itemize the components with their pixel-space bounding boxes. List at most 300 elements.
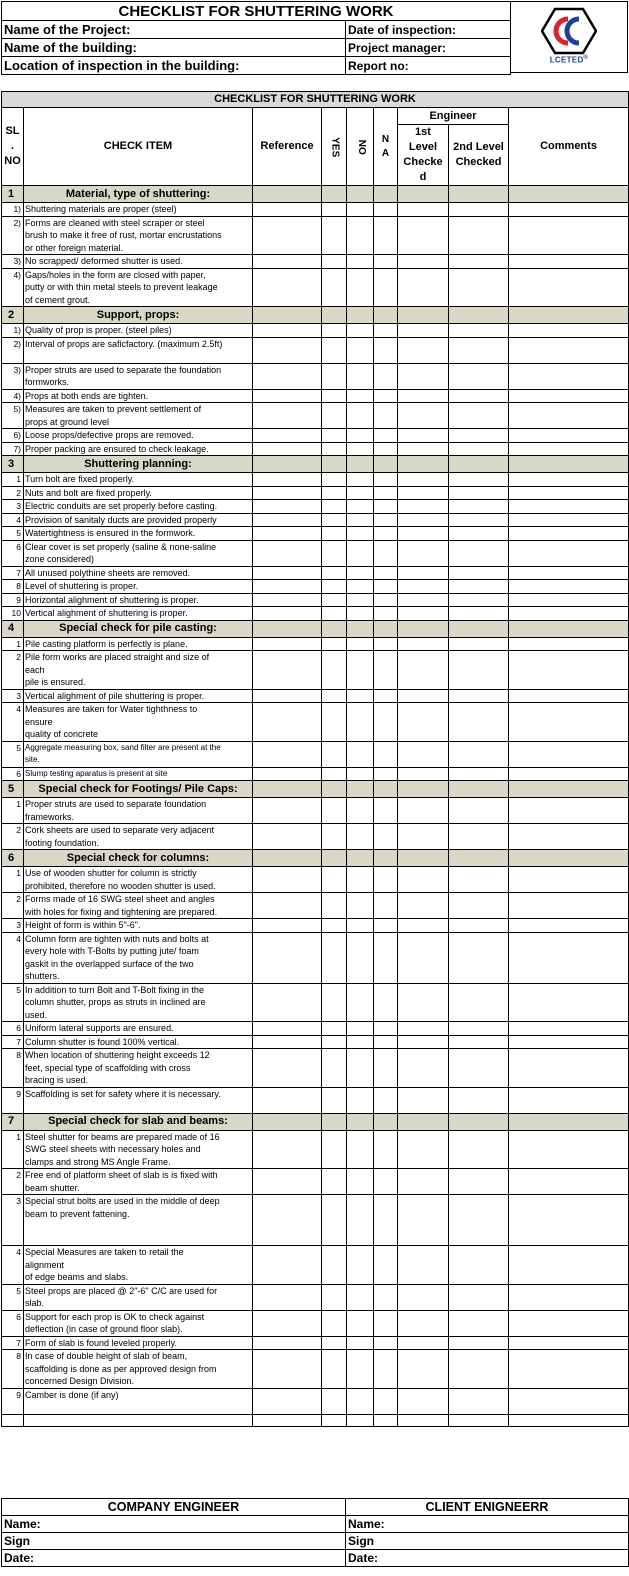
comments-cell[interactable] [509,1130,629,1169]
no-cell[interactable] [347,651,374,690]
na-cell[interactable] [374,500,398,514]
second-level-cell[interactable] [449,473,509,487]
no-cell[interactable] [347,442,374,456]
first-level-cell[interactable] [398,893,449,919]
yes-cell[interactable] [322,442,347,456]
second-level-cell[interactable] [449,1087,509,1113]
yes-cell[interactable] [322,363,347,389]
comments-cell[interactable] [509,1195,629,1246]
no-cell[interactable] [347,593,374,607]
inspection-location-field[interactable]: Location of inspection in the building: [2,57,346,75]
yes-cell[interactable] [322,893,347,919]
comments-cell[interactable] [509,1049,629,1088]
first-level-cell[interactable] [398,442,449,456]
no-cell[interactable] [347,1246,374,1285]
yes-cell[interactable] [322,703,347,742]
reference-cell[interactable] [253,324,322,338]
no-cell[interactable] [347,473,374,487]
comments-cell[interactable] [509,540,629,566]
na-cell[interactable] [374,1284,398,1310]
second-level-cell[interactable] [449,824,509,850]
comments-cell[interactable] [509,689,629,703]
comments-cell[interactable] [509,1336,629,1350]
no-cell[interactable] [347,324,374,338]
client-engineer-date-field[interactable]: Date: [346,1550,629,1567]
comments-cell[interactable] [509,1169,629,1195]
first-level-cell[interactable] [398,566,449,580]
yes-cell[interactable] [322,337,347,363]
second-level-cell[interactable] [449,593,509,607]
comments-cell[interactable] [509,798,629,824]
na-cell[interactable] [374,1049,398,1088]
yes-cell[interactable] [322,324,347,338]
no-cell[interactable] [347,1284,374,1310]
no-cell[interactable] [347,741,374,767]
first-level-cell[interactable] [398,527,449,541]
comments-cell[interactable] [509,513,629,527]
comments-cell[interactable] [509,867,629,893]
reference-cell[interactable] [253,607,322,621]
reference-cell[interactable] [253,767,322,781]
na-cell[interactable] [374,741,398,767]
second-level-cell[interactable] [449,363,509,389]
no-cell[interactable] [347,767,374,781]
yes-cell[interactable] [322,983,347,1022]
reference-cell[interactable] [253,1336,322,1350]
comments-cell[interactable] [509,580,629,594]
comments-cell[interactable] [509,363,629,389]
na-cell[interactable] [374,403,398,429]
first-level-cell[interactable] [398,1169,449,1195]
reference-cell[interactable] [253,1195,322,1246]
reference-cell[interactable] [253,500,322,514]
yes-cell[interactable] [322,689,347,703]
first-level-cell[interactable] [398,403,449,429]
no-cell[interactable] [347,1195,374,1246]
na-cell[interactable] [374,932,398,983]
first-level-cell[interactable] [398,1049,449,1088]
reference-cell[interactable] [253,637,322,651]
yes-cell[interactable] [322,429,347,443]
yes-cell[interactable] [322,403,347,429]
second-level-cell[interactable] [449,540,509,566]
na-cell[interactable] [374,1087,398,1113]
second-level-cell[interactable] [449,1310,509,1336]
no-cell[interactable] [347,1130,374,1169]
yes-cell[interactable] [322,607,347,621]
first-level-cell[interactable] [398,580,449,594]
comments-cell[interactable] [509,527,629,541]
no-cell[interactable] [347,500,374,514]
first-level-cell[interactable] [398,255,449,269]
second-level-cell[interactable] [449,1336,509,1350]
comments-cell[interactable] [509,703,629,742]
reference-cell[interactable] [253,486,322,500]
yes-cell[interactable] [322,255,347,269]
yes-cell[interactable] [322,824,347,850]
second-level-cell[interactable] [449,637,509,651]
no-cell[interactable] [347,566,374,580]
na-cell[interactable] [374,1310,398,1336]
reference-cell[interactable] [253,442,322,456]
reference-cell[interactable] [253,1049,322,1088]
first-level-cell[interactable] [398,593,449,607]
second-level-cell[interactable] [449,337,509,363]
second-level-cell[interactable] [449,767,509,781]
first-level-cell[interactable] [398,389,449,403]
second-level-cell[interactable] [449,1169,509,1195]
no-cell[interactable] [347,1169,374,1195]
company-engineer-sign-field[interactable]: Sign [2,1533,346,1550]
company-engineer-name-field[interactable]: Name: [2,1516,346,1533]
reference-cell[interactable] [253,216,322,255]
comments-cell[interactable] [509,429,629,443]
na-cell[interactable] [374,580,398,594]
yes-cell[interactable] [322,1388,347,1414]
company-engineer-date-field[interactable]: Date: [2,1550,346,1567]
first-level-cell[interactable] [398,486,449,500]
comments-cell[interactable] [509,500,629,514]
comments-cell[interactable] [509,741,629,767]
yes-cell[interactable] [322,767,347,781]
second-level-cell[interactable] [449,527,509,541]
first-level-cell[interactable] [398,1195,449,1246]
second-level-cell[interactable] [449,703,509,742]
first-level-cell[interactable] [398,919,449,933]
yes-cell[interactable] [322,1022,347,1036]
no-cell[interactable] [347,363,374,389]
first-level-cell[interactable] [398,651,449,690]
reference-cell[interactable] [253,389,322,403]
first-level-cell[interactable] [398,798,449,824]
comments-cell[interactable] [509,216,629,255]
na-cell[interactable] [374,442,398,456]
comments-cell[interactable] [509,473,629,487]
no-cell[interactable] [347,527,374,541]
building-name-field[interactable]: Name of the building: [2,39,346,57]
second-level-cell[interactable] [449,1035,509,1049]
yes-cell[interactable] [322,580,347,594]
no-cell[interactable] [347,337,374,363]
na-cell[interactable] [374,363,398,389]
comments-cell[interactable] [509,932,629,983]
yes-cell[interactable] [322,1350,347,1389]
comments-cell[interactable] [509,651,629,690]
na-cell[interactable] [374,651,398,690]
second-level-cell[interactable] [449,429,509,443]
na-cell[interactable] [374,703,398,742]
na-cell[interactable] [374,607,398,621]
yes-cell[interactable] [322,486,347,500]
comments-cell[interactable] [509,566,629,580]
first-level-cell[interactable] [398,607,449,621]
yes-cell[interactable] [322,932,347,983]
no-cell[interactable] [347,216,374,255]
second-level-cell[interactable] [449,1246,509,1285]
second-level-cell[interactable] [449,1388,509,1414]
reference-cell[interactable] [253,919,322,933]
yes-cell[interactable] [322,741,347,767]
first-level-cell[interactable] [398,1035,449,1049]
yes-cell[interactable] [322,216,347,255]
reference-cell[interactable] [253,540,322,566]
first-level-cell[interactable] [398,983,449,1022]
comments-cell[interactable] [509,593,629,607]
no-cell[interactable] [347,1350,374,1389]
no-cell[interactable] [347,268,374,307]
yes-cell[interactable] [322,798,347,824]
first-level-cell[interactable] [398,689,449,703]
na-cell[interactable] [374,429,398,443]
no-cell[interactable] [347,867,374,893]
reference-cell[interactable] [253,689,322,703]
reference-cell[interactable] [253,1130,322,1169]
second-level-cell[interactable] [449,268,509,307]
second-level-cell[interactable] [449,1022,509,1036]
na-cell[interactable] [374,1022,398,1036]
first-level-cell[interactable] [398,540,449,566]
first-level-cell[interactable] [398,1022,449,1036]
second-level-cell[interactable] [449,403,509,429]
reference-cell[interactable] [253,527,322,541]
second-level-cell[interactable] [449,486,509,500]
no-cell[interactable] [347,580,374,594]
na-cell[interactable] [374,919,398,933]
na-cell[interactable] [374,893,398,919]
second-level-cell[interactable] [449,216,509,255]
comments-cell[interactable] [509,324,629,338]
first-level-cell[interactable] [398,1336,449,1350]
second-level-cell[interactable] [449,1195,509,1246]
no-cell[interactable] [347,1388,374,1414]
no-cell[interactable] [347,389,374,403]
na-cell[interactable] [374,513,398,527]
yes-cell[interactable] [322,1130,347,1169]
reference-cell[interactable] [253,703,322,742]
second-level-cell[interactable] [449,983,509,1022]
na-cell[interactable] [374,324,398,338]
reference-cell[interactable] [253,824,322,850]
yes-cell[interactable] [322,1087,347,1113]
comments-cell[interactable] [509,1087,629,1113]
inspection-date-field[interactable]: Date of inspection: [346,21,511,39]
client-engineer-sign-field[interactable]: Sign [346,1533,629,1550]
na-cell[interactable] [374,689,398,703]
first-level-cell[interactable] [398,429,449,443]
comments-cell[interactable] [509,403,629,429]
no-cell[interactable] [347,919,374,933]
reference-cell[interactable] [253,429,322,443]
reference-cell[interactable] [253,337,322,363]
no-cell[interactable] [347,403,374,429]
second-level-cell[interactable] [449,442,509,456]
no-cell[interactable] [347,689,374,703]
yes-cell[interactable] [322,919,347,933]
reference-cell[interactable] [253,1169,322,1195]
na-cell[interactable] [374,983,398,1022]
first-level-cell[interactable] [398,1284,449,1310]
comments-cell[interactable] [509,983,629,1022]
no-cell[interactable] [347,1022,374,1036]
comments-cell[interactable] [509,337,629,363]
first-level-cell[interactable] [398,741,449,767]
first-level-cell[interactable] [398,1246,449,1285]
comments-cell[interactable] [509,1022,629,1036]
reference-cell[interactable] [253,566,322,580]
reference-cell[interactable] [253,1035,322,1049]
second-level-cell[interactable] [449,203,509,217]
no-cell[interactable] [347,540,374,566]
no-cell[interactable] [347,893,374,919]
second-level-cell[interactable] [449,1350,509,1389]
second-level-cell[interactable] [449,324,509,338]
reference-cell[interactable] [253,741,322,767]
no-cell[interactable] [347,798,374,824]
reference-cell[interactable] [253,651,322,690]
second-level-cell[interactable] [449,651,509,690]
no-cell[interactable] [347,513,374,527]
reference-cell[interactable] [253,363,322,389]
first-level-cell[interactable] [398,216,449,255]
reference-cell[interactable] [253,403,322,429]
first-level-cell[interactable] [398,932,449,983]
comments-cell[interactable] [509,442,629,456]
no-cell[interactable] [347,255,374,269]
yes-cell[interactable] [322,500,347,514]
na-cell[interactable] [374,1350,398,1389]
yes-cell[interactable] [322,473,347,487]
comments-cell[interactable] [509,203,629,217]
second-level-cell[interactable] [449,893,509,919]
na-cell[interactable] [374,268,398,307]
reference-cell[interactable] [253,1388,322,1414]
na-cell[interactable] [374,767,398,781]
yes-cell[interactable] [322,1035,347,1049]
comments-cell[interactable] [509,893,629,919]
reference-cell[interactable] [253,593,322,607]
comments-cell[interactable] [509,767,629,781]
first-level-cell[interactable] [398,1350,449,1389]
first-level-cell[interactable] [398,767,449,781]
yes-cell[interactable] [322,1310,347,1336]
yes-cell[interactable] [322,540,347,566]
yes-cell[interactable] [322,203,347,217]
yes-cell[interactable] [322,1284,347,1310]
no-cell[interactable] [347,637,374,651]
second-level-cell[interactable] [449,255,509,269]
reference-cell[interactable] [253,932,322,983]
first-level-cell[interactable] [398,867,449,893]
second-level-cell[interactable] [449,867,509,893]
first-level-cell[interactable] [398,268,449,307]
no-cell[interactable] [347,1087,374,1113]
second-level-cell[interactable] [449,1284,509,1310]
project-name-field[interactable]: Name of the Project: [2,21,346,39]
second-level-cell[interactable] [449,389,509,403]
yes-cell[interactable] [322,867,347,893]
comments-cell[interactable] [509,1284,629,1310]
first-level-cell[interactable] [398,824,449,850]
no-cell[interactable] [347,607,374,621]
client-engineer-name-field[interactable]: Name: [346,1516,629,1533]
no-cell[interactable] [347,932,374,983]
reference-cell[interactable] [253,1284,322,1310]
second-level-cell[interactable] [449,919,509,933]
reference-cell[interactable] [253,983,322,1022]
reference-cell[interactable] [253,203,322,217]
comments-cell[interactable] [509,1350,629,1389]
first-level-cell[interactable] [398,324,449,338]
comments-cell[interactable] [509,1388,629,1414]
na-cell[interactable] [374,337,398,363]
na-cell[interactable] [374,1246,398,1285]
comments-cell[interactable] [509,824,629,850]
yes-cell[interactable] [322,1336,347,1350]
comments-cell[interactable] [509,255,629,269]
reference-cell[interactable] [253,1087,322,1113]
reference-cell[interactable] [253,1350,322,1389]
na-cell[interactable] [374,637,398,651]
comments-cell[interactable] [509,1035,629,1049]
comments-cell[interactable] [509,1246,629,1285]
yes-cell[interactable] [322,593,347,607]
first-level-cell[interactable] [398,1087,449,1113]
reference-cell[interactable] [253,798,322,824]
na-cell[interactable] [374,203,398,217]
na-cell[interactable] [374,1195,398,1246]
first-level-cell[interactable] [398,363,449,389]
na-cell[interactable] [374,798,398,824]
na-cell[interactable] [374,255,398,269]
second-level-cell[interactable] [449,798,509,824]
first-level-cell[interactable] [398,637,449,651]
first-level-cell[interactable] [398,203,449,217]
report-no-field[interactable]: Report no: [346,57,511,75]
comments-cell[interactable] [509,268,629,307]
yes-cell[interactable] [322,1049,347,1088]
na-cell[interactable] [374,1169,398,1195]
first-level-cell[interactable] [398,1388,449,1414]
second-level-cell[interactable] [449,500,509,514]
first-level-cell[interactable] [398,337,449,363]
comments-cell[interactable] [509,919,629,933]
second-level-cell[interactable] [449,1049,509,1088]
first-level-cell[interactable] [398,473,449,487]
no-cell[interactable] [347,429,374,443]
project-manager-field[interactable]: Project manager: [346,39,511,57]
second-level-cell[interactable] [449,1130,509,1169]
first-level-cell[interactable] [398,703,449,742]
no-cell[interactable] [347,703,374,742]
reference-cell[interactable] [253,513,322,527]
no-cell[interactable] [347,983,374,1022]
comments-cell[interactable] [509,637,629,651]
reference-cell[interactable] [253,580,322,594]
reference-cell[interactable] [253,1246,322,1285]
second-level-cell[interactable] [449,932,509,983]
yes-cell[interactable] [322,1195,347,1246]
na-cell[interactable] [374,1035,398,1049]
first-level-cell[interactable] [398,500,449,514]
yes-cell[interactable] [322,566,347,580]
no-cell[interactable] [347,486,374,500]
yes-cell[interactable] [322,651,347,690]
reference-cell[interactable] [253,268,322,307]
second-level-cell[interactable] [449,566,509,580]
na-cell[interactable] [374,1388,398,1414]
yes-cell[interactable] [322,513,347,527]
no-cell[interactable] [347,1336,374,1350]
